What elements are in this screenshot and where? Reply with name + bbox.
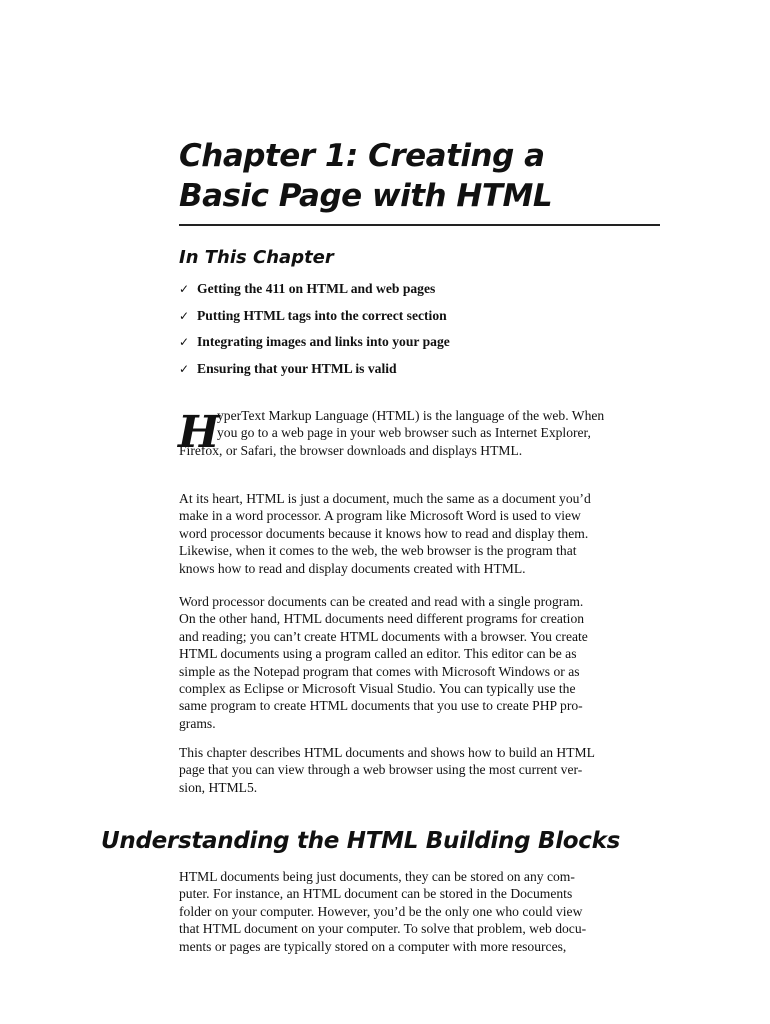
list-item [179, 356, 450, 383]
paragraph [179, 868, 657, 955]
list-item [179, 276, 450, 303]
list-item [179, 303, 450, 330]
check-mark-icon: ✓ [179, 335, 190, 349]
text-line: complex as Eclipse or Microsoft Visual Studio. You can typically use the [179, 681, 576, 697]
text-line: At its heart, HTML is just a document, much the same as a document you’d [179, 491, 591, 506]
text-line: knows how to read and display documents created with HTML. [179, 560, 526, 576]
list-item [179, 329, 450, 356]
text-line: Firefox, or Safari, the browser downloads and displays HTML. [179, 442, 523, 458]
chapter-title [179, 136, 659, 216]
list-item-text: Getting the 411 on HTML and web pages [197, 281, 436, 296]
text-line: that HTML document on your computer. To solve that problem, web docu- [179, 921, 587, 937]
text-line: Likewise, when it comes to the web, the web browser is the program that [179, 543, 577, 559]
check-mark-icon: ✓ [179, 308, 190, 323]
text-line: HTML documents being just documents, they can be stored on any com- [179, 869, 575, 884]
text-line: On the other hand, HTML documents need different programs for creation [179, 611, 585, 627]
text-line: same program to create HTML documents that you use to create PHP pro- [179, 698, 583, 714]
check-mark-icon: ✓ [179, 361, 190, 376]
text-line: HTML documents using a program called an editor. This editor can be as [179, 646, 577, 662]
list-item-text: Integrating images and links into your page [197, 334, 450, 349]
paragraph [179, 490, 657, 577]
drop-cap: H [178, 407, 220, 458]
list-item-text: Putting HTML tags into the correct section [197, 307, 447, 323]
text-line: you go to a web page in your web browser such as Internet Explorer, [217, 425, 591, 441]
text-line: Word processor documents can be created and read with a single program. [179, 594, 584, 609]
paragraph [179, 593, 657, 732]
text-line: ments or pages are typically stored on a computer with more resources, [179, 938, 567, 954]
list-item-text: Ensuring that your HTML is valid [197, 360, 397, 376]
paragraph [179, 744, 657, 796]
intro-paragraph [179, 407, 657, 459]
section-heading: Understanding the HTML Building Blocks [101, 828, 620, 854]
text-line: page that you can view through a web browser using the most current ver- [179, 762, 583, 778]
chapter-title-line-2: Basic Page with HTML [179, 178, 553, 214]
check-mark-icon: ✓ [179, 282, 190, 296]
text-line: grams. [179, 715, 216, 731]
text-line: This chapter describes HTML documents and shows how to build an HTML [179, 745, 595, 760]
text-line: sion, HTML5. [179, 779, 258, 795]
text-line: and reading; you can’t create HTML documents with a browser. You create [179, 628, 588, 644]
chapter-title-line-1: Chapter 1: Creating a [179, 138, 545, 174]
text-line: puter. For instance, an HTML document can be stored in the Documents [179, 886, 573, 902]
text-line: simple as the Notepad program that comes with Microsoft Windows or as [179, 663, 580, 679]
chapter-topics-list [179, 276, 450, 382]
text-line: folder on your computer. However, you’d be the only one who could view [179, 903, 583, 919]
in-this-chapter-heading: In This Chapter [179, 247, 334, 268]
text-line: make in a word processor. A program like Microsoft Word is used to view [179, 508, 581, 524]
title-divider [179, 224, 660, 226]
text-line: word processor documents because it knows how to read and display them. [179, 525, 589, 541]
text-line: yperText Markup Language (HTML) is the language of the web. When [217, 408, 605, 423]
